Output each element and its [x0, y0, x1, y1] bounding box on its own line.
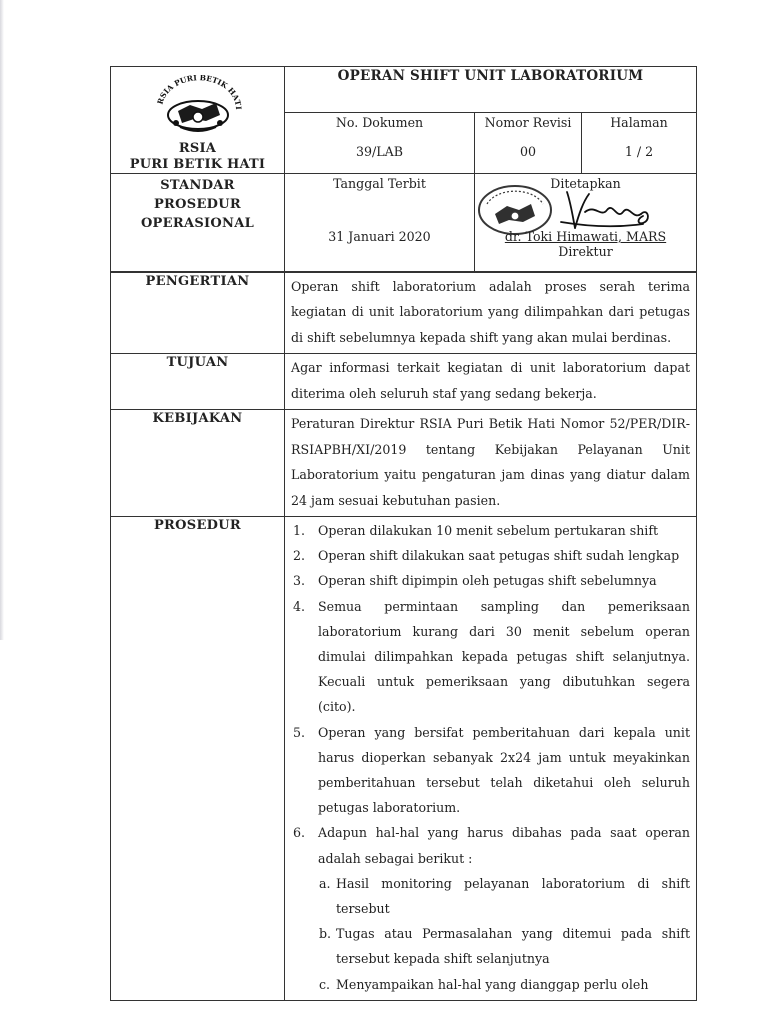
substep-letter: c. [319, 976, 331, 992]
substep-letter: a. [319, 875, 331, 891]
sop-label-line3: OPERASIONAL [140, 216, 255, 231]
org-name-line2: PURI BETIK HATI [129, 157, 266, 172]
step-number: 4. [293, 598, 306, 614]
procedure-substep [319, 871, 691, 921]
substep-text: Hasil monitoring pelayanan laboratorium di shift tersebut [336, 875, 691, 917]
section-pengertian [111, 272, 697, 354]
procedure-substeps [318, 871, 690, 997]
section-label-prosedur: PROSEDUR [111, 517, 285, 1001]
revision-value: 00 [519, 143, 537, 159]
handwritten-signature [561, 192, 648, 228]
sop-label-cell [111, 174, 285, 272]
doc-number-cell [285, 112, 475, 173]
step-text: Adapun hal-hal yang harus dibahas pada saat operan adalah sebagai berikut : [318, 825, 691, 866]
substep-text: Tugas atau Permasalahan yang ditemui pada shift tersebut kepada shift selanjutnya [336, 926, 691, 967]
section-body-prosedur [285, 517, 697, 1001]
procedure-step [293, 720, 691, 821]
section-kebijakan [111, 410, 697, 517]
procedure-substep [319, 921, 691, 971]
section-label-tujuan: TUJUAN [111, 354, 285, 410]
revision-cell [475, 112, 582, 173]
hospital-identity-cell [111, 67, 285, 174]
doc-number-label: No. Dokumen [335, 114, 424, 130]
procedure-step [293, 543, 690, 568]
hospital-logo [150, 75, 246, 137]
sop-label-line2: PROSEDUR [153, 197, 241, 212]
step-text: Operan shift dipimpin oleh petugas shift sebelumnya [318, 573, 657, 589]
procedure-step [293, 568, 690, 593]
step-text: Operan yang bersifat pemberitahuan dari kepala unit harus dioperkan sebanyak 2x24 jam untuk meyakinkan pemberitahuan tersebut telah diketahui oleh seluruh petugas laboratorium. [318, 724, 691, 816]
section-prosedur [111, 517, 697, 1001]
svg-text:RSIA PURI BETIK HATI: RSIA PURI BETIK HATI [155, 75, 243, 110]
procedure-substep [319, 972, 690, 997]
sop-label-line1: STANDAR [160, 178, 235, 193]
step-number: 5. [293, 724, 306, 740]
approval-cell [475, 174, 697, 272]
page-edge-shadow [0, 0, 4, 640]
step-number: 2. [293, 548, 306, 564]
section-label-kebijakan: KEBIJAKAN [111, 410, 285, 517]
approver-title: Direktur [558, 244, 613, 259]
procedure-steps [291, 518, 690, 997]
procedure-step [293, 518, 690, 543]
approved-label: Ditetapkan [550, 176, 621, 191]
section-text-tujuan: Agar informasi terkait kegiatan di unit laboratorium dapat diterima oleh seluruh staf yang sedang bekerja. [285, 354, 697, 410]
step-text: Semua permintaan sampling dan pemeriksaan laboratorium kurang dari 30 menit sebelum operan dimulai dilimpahkan kepada petugas shift selanjutnya. Kecuali untuk pemeriksaan yang dibutuhkan segera (cito). [318, 598, 691, 715]
revision-label: Nomor Revisi [484, 114, 572, 130]
step-number: 1. [293, 523, 306, 538]
section-text-pengertian: Operan shift laboratorium adalah proses serah terima kegiatan di unit laboratorium yang dilimpahkan dari petugas di shift sebelumnya kepada shift yang akan mulai berdinas. [285, 272, 697, 354]
section-text-kebijakan: Peraturan Direktur RSIA Puri Betik Hati Nomor 52/PER/DIR-RSIAPBH/XI/2019 tentang Kebijakan Pelayanan Unit Laboratorium yaitu pengaturan jam dinas yang diatur dalam 24 jam sesuai kebutuhan pasien. [285, 410, 697, 517]
org-name-line1: RSIA [178, 141, 217, 156]
step-number: 6. [293, 825, 306, 841]
step-text: Operan shift dilakukan saat petugas shift sudah lengkap [318, 548, 680, 564]
procedure-step [293, 820, 691, 996]
doc-number-value: 39/LAB [356, 143, 403, 159]
procedure-step [293, 594, 691, 720]
issue-date-cell [285, 174, 475, 272]
issue-date-value: 31 Januari 2020 [328, 229, 431, 244]
page-label: Halaman [610, 114, 668, 130]
hospital-name [111, 141, 284, 173]
issue-date-label: Tanggal Terbit [333, 176, 426, 191]
step-number: 3. [293, 573, 306, 589]
sop-document-table [110, 66, 697, 1001]
section-tujuan [111, 354, 697, 410]
approver-name: dr. Toki Himawati, MARS [504, 229, 667, 244]
page-value: 1 / 2 [624, 143, 654, 159]
substep-text: Menyampaikan hal-hal yang dianggap perlu oleh [336, 976, 649, 992]
document-title: OPERAN SHIFT UNIT LABORATORIUM [285, 67, 697, 113]
page-cell [582, 112, 697, 173]
section-label-pengertian: PENGERTIAN [111, 272, 285, 354]
official-stamp [479, 186, 551, 234]
substep-letter: b. [319, 926, 332, 942]
step-text: Operan dilakukan 10 menit sebelum pertukaran shift [318, 523, 659, 538]
